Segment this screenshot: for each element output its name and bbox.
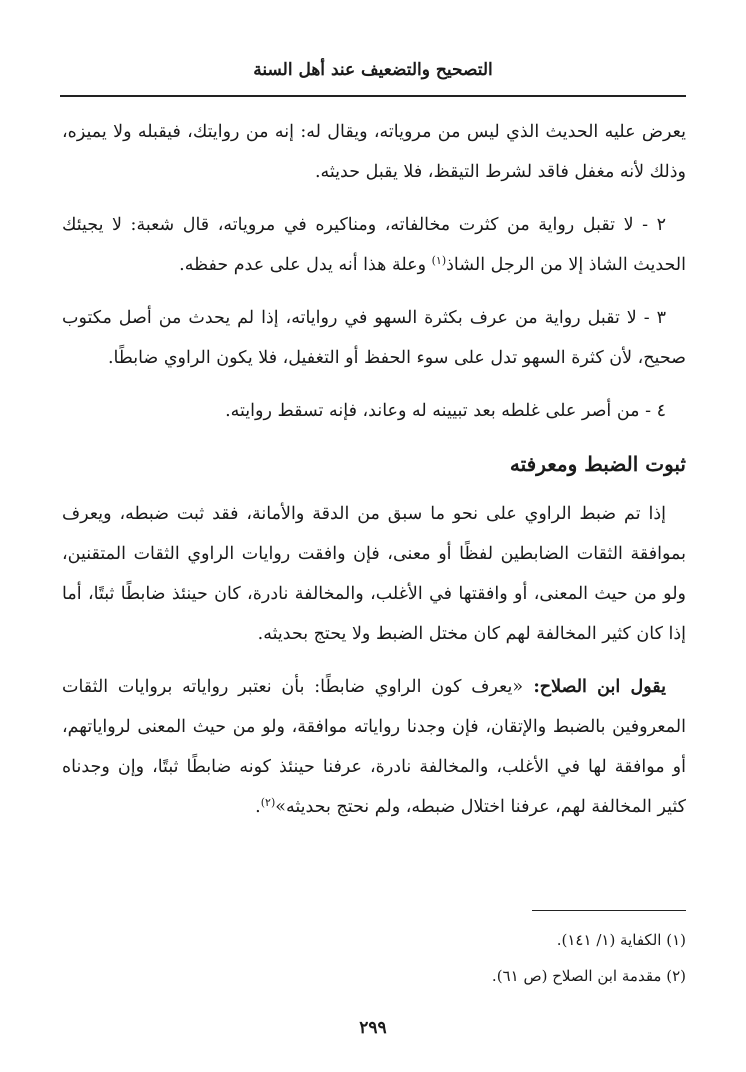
running-head-title: التصحيح والتضعيف عند أهل السنة — [253, 60, 493, 80]
quote-text: «يعرف كون الراوي ضابطًا: بأن نعتبر رواياته بروايات الثقات المعروفين بالضبط والإتقان، فإن وجدنا رواياته موافقة، ولو من حيث المعنى لرواياتهم، أو موافقة لها في الأغلب، والمخالفة نادرة، عرفنا حينئذ كونه ضابطًا ثبتًا، وإن وجدناه كثير المخالفة لهم، عرفنا اختلال ضبطه، ولم نحتج بحديثه» — [62, 677, 686, 817]
paragraph-5: إذا تم ضبط الراوي على نحو ما سبق من الدقة والأمانة، فقد ثبت ضبطه، ويعرف بموافقة الثقات الضابطين لفظًا أو معنى، فإن وافقت روايات الراوي الثقات المتقنين، ولو من حيث المعنى، أو وافقتها في الأغلب، والمخالفة نادرة، كان حينئذ ضابطًا ثبتًا، أما إذا كان كثير المخالفة لهم كان مختل الضبط ولا يحتج بحديثه. — [62, 504, 686, 644]
footnote-1: (١) الكفاية (١/ ١٤١). — [556, 931, 686, 949]
page-number: ٢٩٩ — [359, 1018, 387, 1038]
paragraph-2-text: ٢ - لا تقبل رواية من كثرت مخالفاته، ومناكيره في مروياته، قال شعبة: لا يجيئك الحديث الشاذ إلا من الرجل الشاذ — [62, 215, 686, 275]
header-rule — [60, 95, 686, 97]
footnotes — [62, 922, 686, 994]
footnote-rule — [532, 910, 686, 911]
paragraph-3: ٣ - لا تقبل رواية من عرف بكثرة السهو في رواياته، إذا لم يحدث من أصل مكتوب صحيح، لأن كثرة السهو تدل على سوء الحفظ أو التغفيل، فلا يكون الراوي ضابطًا. — [62, 308, 686, 368]
paragraph-6 — [62, 667, 686, 827]
paragraph-2 — [62, 205, 686, 285]
footnote-ref-2[interactable]: (٢) — [260, 796, 276, 809]
quote-attribution: يقول ابن الصلاح: — [523, 677, 666, 697]
section-heading: ثبوت الضبط ومعرفته — [509, 452, 686, 476]
footnote-ref-1[interactable]: (١) — [431, 254, 447, 267]
paragraph-1: يعرض عليه الحديث الذي ليس من مروياته، ويقال له: إنه من روايتك، فيقبله ولا يميزه، وذلك لأنه مغفل فاقد لشرط التيقظ، فلا يقبل حديثه. — [62, 122, 686, 182]
paragraph-2-end: وعلة هذا أنه يدل على عدم حفظه. — [179, 255, 432, 275]
quote-end: . — [255, 797, 261, 817]
page-body — [62, 112, 686, 840]
paragraph-4: ٤ - من أصر على غلطه بعد تبيينه له وعاند، فإنه تسقط روايته. — [225, 401, 666, 421]
footnote-2: (٢) مقدمة ابن الصلاح (ص ٦١). — [491, 967, 686, 985]
